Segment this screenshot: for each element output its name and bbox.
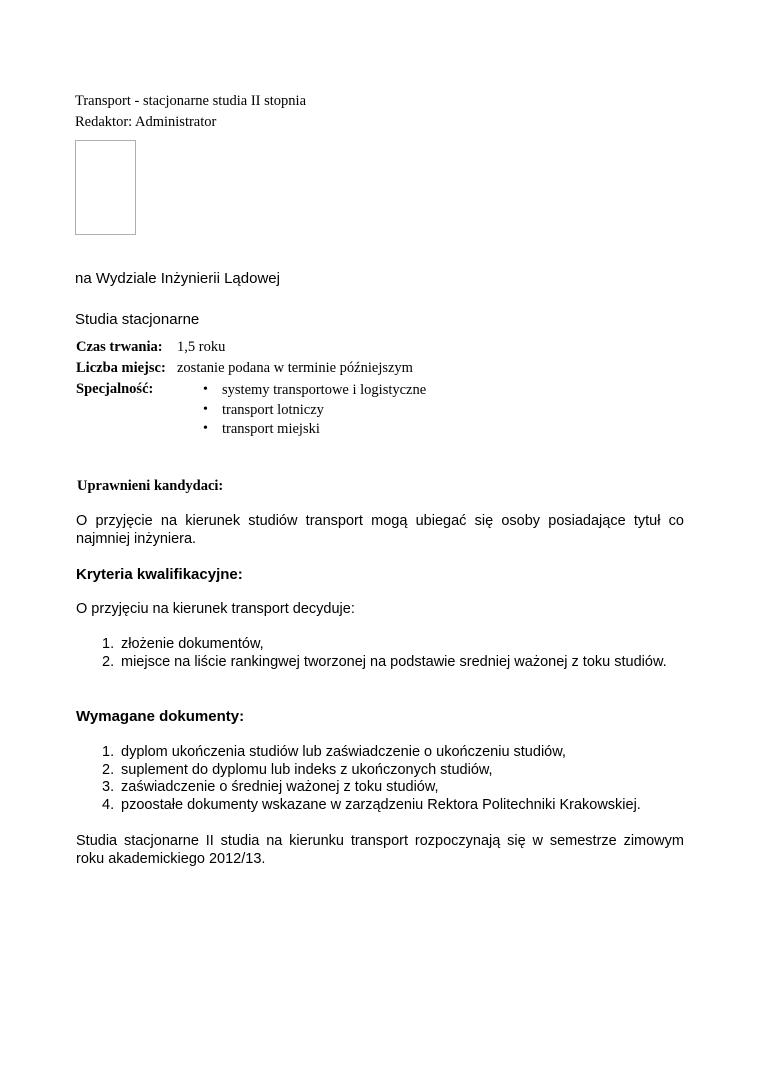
list-number: 4. [102,796,115,813]
documents-list [76,744,684,814]
study-mode-heading: Studia stacjonarne [75,311,200,328]
list-item [76,797,684,815]
places-value: zostanie podana w terminie późniejszym [177,360,413,376]
list-item [76,762,684,780]
list-number: 2. [102,653,115,670]
specialty-item: systemy transportowe i logistyczne [222,382,427,398]
list-item [76,636,684,654]
bullet-icon: • [203,402,208,417]
list-item-text: suplement do dyplomu lub indeks z ukończonych studiów, [121,761,493,778]
documents-heading: Wymagane dokumenty: [76,708,245,725]
list-item-text: złożenie dokumentów, [121,636,264,652]
list-item-text: dyplom ukończenia studiów lub zaświadczenie o ukończeniu studiów, [121,744,566,760]
specialty-item: transport lotniczy [222,402,324,418]
criteria-list [76,636,684,671]
list-item [76,654,684,672]
image-placeholder [75,140,136,235]
list-number: 2. [102,761,115,778]
criteria-intro: O przyjęciu na kierunek transport decyduje: [76,601,355,617]
criteria-heading: Kryteria kwalifikacyjne: [76,566,243,583]
list-item-text: pzoostałe dokumenty wskazane w zarządzeniu Rektora Politechniki Krakowskiej. [121,796,641,813]
closing-paragraph: Studia stacjonarne II studia na kierunku transport rozpoczynają się w semestrze zimowym roku akademickiego 2012/13. [76,833,684,867]
places-label: Liczba miejsc: [76,360,166,376]
list-item [76,779,684,797]
page-title: Transport - stacjonarne studia II stopnia [75,93,307,109]
duration-value: 1,5 roku [177,339,226,355]
eligible-heading: Uprawnieni kandydaci: [77,478,224,494]
eligible-text: O przyjęcie na kierunek studiów transport mogą ubiegać się osoby posiadające tytuł co najmniej inżyniera. [76,513,684,547]
specialty-item: transport miejski [222,421,320,437]
list-item-text: miejsce na liście rankingwej tworzonej na podstawie sredniej ważonej z toku studiów. [121,653,667,670]
list-item [76,744,684,762]
duration-label: Czas trwania: [76,339,163,355]
bullet-icon: • [203,421,208,436]
faculty-heading: na Wydziale Inżynierii Lądowej [75,270,280,287]
list-number: 3. [102,779,115,795]
list-number: 1. [102,744,115,760]
specialties-label: Specjalność: [76,381,154,397]
bullet-icon: • [203,382,208,397]
list-number: 1. [102,636,115,652]
editor-line: Redaktor: Administrator [75,114,217,130]
list-item-text: zaświadczenie o średniej ważonej z toku studiów, [121,779,439,795]
